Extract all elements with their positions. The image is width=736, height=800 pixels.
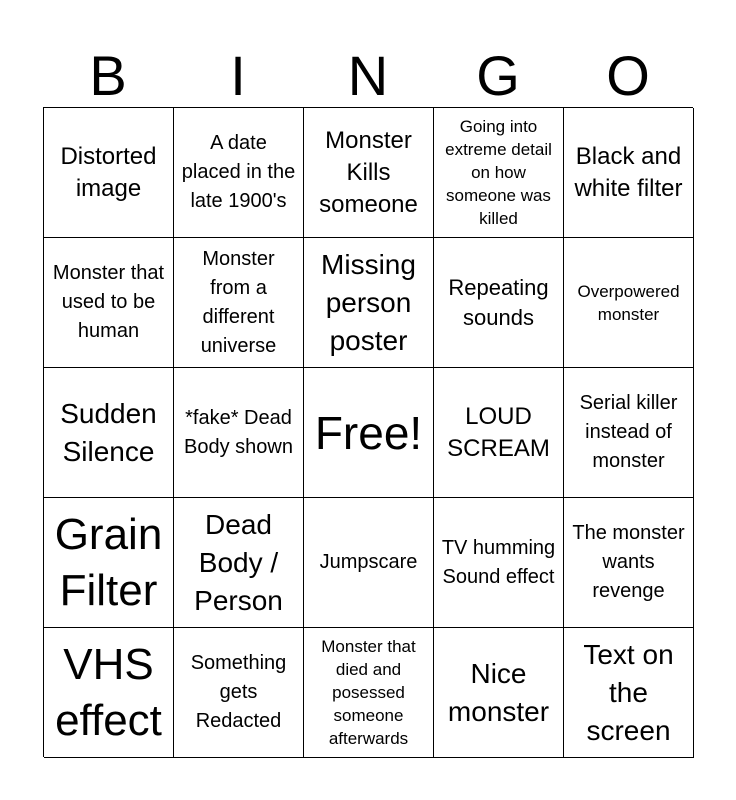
bingo-cell[interactable] (564, 628, 694, 758)
bingo-cell[interactable] (44, 238, 174, 368)
header-letter-n: N (347, 44, 389, 107)
bingo-cell[interactable] (434, 498, 564, 628)
bingo-cell[interactable] (564, 238, 694, 368)
cell-text: LOUD SCREAM (447, 402, 550, 462)
cell-text: Overpowered monster (577, 281, 680, 324)
cell-text: Distorted image (60, 142, 157, 202)
bingo-cell[interactable] (564, 108, 694, 238)
free-space-cell[interactable] (304, 368, 434, 498)
cell-text: Monster Kills someone (319, 126, 418, 218)
cell-text: Grain Filter (54, 509, 163, 615)
bingo-grid (43, 107, 693, 757)
bingo-cell[interactable] (304, 108, 434, 238)
bingo-cell[interactable] (174, 628, 304, 758)
cell-text: *fake* Dead Body shown (184, 406, 293, 458)
cell-text: Missing person poster (321, 248, 416, 356)
bingo-cell[interactable] (434, 368, 564, 498)
bingo-header (43, 44, 693, 108)
cell-text: Text on the screen (583, 638, 674, 746)
cell-text: Black and white filter (574, 142, 683, 202)
cell-text: Dead Body / Person (194, 508, 283, 616)
header-letter-g: G (476, 44, 520, 107)
bingo-cell[interactable] (44, 108, 174, 238)
bingo-cell[interactable] (44, 498, 174, 628)
cell-text: The monster wants revenge (572, 522, 685, 602)
cell-text: Something gets Redacted (190, 652, 287, 732)
cell-text: Going into extreme detail on how someone was killed (445, 117, 552, 228)
bingo-cell[interactable] (434, 628, 564, 758)
cell-text: Serial killer instead of monster (579, 392, 678, 472)
bingo-cell[interactable] (174, 498, 304, 628)
cell-text: TV humming Sound effect (441, 536, 556, 588)
bingo-cell[interactable] (304, 498, 434, 628)
bingo-cell[interactable] (174, 238, 304, 368)
cell-text: Nice monster (447, 657, 550, 727)
bingo-cell[interactable] (174, 108, 304, 238)
cell-text: Monster from a different universe (200, 247, 277, 357)
cell-text: Free! (314, 406, 423, 459)
bingo-cell[interactable] (304, 238, 434, 368)
bingo-cell[interactable] (564, 368, 694, 498)
bingo-cell[interactable] (44, 368, 174, 498)
header-letter-i: I (230, 44, 246, 107)
header-letter-b: B (89, 44, 127, 107)
bingo-cell[interactable] (564, 498, 694, 628)
cell-text: Monster that used to be human (52, 262, 165, 342)
cell-text: Jumpscare (319, 551, 418, 573)
cell-text: VHS effect (55, 639, 162, 745)
bingo-cell[interactable] (44, 628, 174, 758)
cell-text: A date placed in the late 1900's (181, 132, 296, 212)
header-letter-o: O (606, 44, 650, 107)
cell-text: Monster that died and posessed someone afterwards (321, 637, 416, 748)
cell-text: Repeating sounds (448, 274, 549, 330)
bingo-cell[interactable] (304, 628, 434, 758)
bingo-cell[interactable] (434, 238, 564, 368)
bingo-cell[interactable] (434, 108, 564, 238)
bingo-cell[interactable] (174, 368, 304, 498)
cell-text: Sudden Silence (60, 397, 157, 467)
